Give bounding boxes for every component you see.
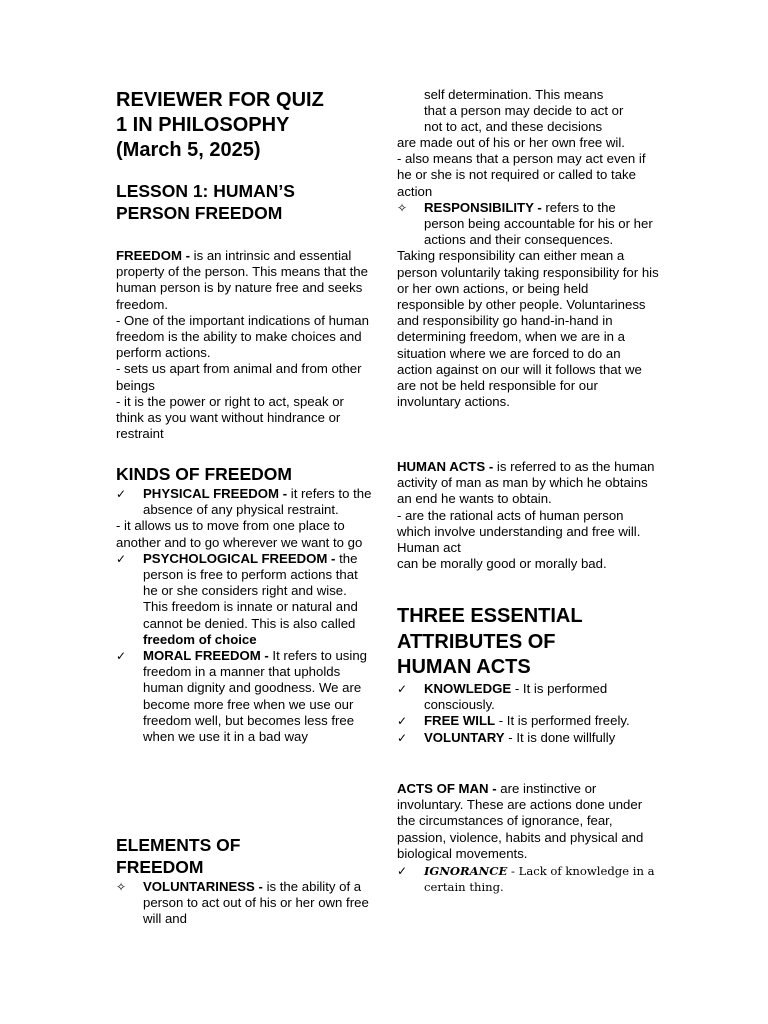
document-title: REVIEWER FOR QUIZ 1 IN PHILOSOPHY (March 5, 2025) xyxy=(116,89,324,161)
checkmark-icon: ✓ xyxy=(116,649,127,664)
freedom-note: - sets us apart from animal and from other beings xyxy=(116,361,362,393)
checkmark-icon: ✓ xyxy=(397,682,408,696)
checkmark-icon: ✓ xyxy=(116,551,127,566)
voluntariness-note: - also means that a person may act even if he or she is not required or called to take action xyxy=(397,151,646,199)
kinds-list xyxy=(116,486,372,745)
list-item: ✓ IGNORANCE - Lack of knowledge in a certain thing. xyxy=(397,864,655,895)
voluntariness-continued: self determination. This means that a person may decide to act or not to act, and these decisions xyxy=(424,87,624,135)
list-item: ✓ MORAL FREEDOM - It refers to using freedom in a manner that upholds human dignity and goodness. We are become more free when we use our freedom well, but becomes less free when we use it in a bad way xyxy=(116,648,367,745)
elements-continued: are made out of his or her own free wil. - also means that a person may act even if he or she is not required or called to take action ✧ RESPONSIBILITY - refers to the person being accountable for his or her actions and their consequences. Taking responsibility can either mean a person voluntarily taking responsibility for his or her own actions, or being held responsible by other people. Voluntariness and responsibility go hand-in-hand in determining freedom, when we are in a situation where we are forced to do an action against on our will it follows that we are not be held responsible for our involuntary actions. xyxy=(397,135,659,410)
human-acts-note: - are the rational acts of human person which involve understanding and free will. Human act xyxy=(397,507,641,556)
attributes-heading: THREE ESSENTIAL ATTRIBUTES OF HUMAN ACTS xyxy=(397,605,583,678)
acts-of-man-definition: ACTS OF MAN - are instinctive or involuntary. These are actions done under the circumstances of ignorance, fear, passion, violence, habits and physical and biological movements. xyxy=(397,781,644,861)
human-acts-note: can be morally good or morally bad. xyxy=(397,556,607,572)
list-item: ✓ PSYCHOLOGICAL FREEDOM - the person is free to perform actions that he or she considers right and wise. This freedom is innate or natural and cannot be denied. This is also called freedom of choice xyxy=(116,550,358,647)
checkmark-icon: ✓ xyxy=(397,864,408,879)
diamond-star-icon: ✧ xyxy=(116,880,127,894)
human-acts-section xyxy=(397,459,659,572)
list-item: ✧ RESPONSIBILITY - refers to the person being accountable for his or her actions and their consequences. xyxy=(397,199,653,248)
elements-list xyxy=(116,879,372,928)
acts-of-man-section xyxy=(397,781,659,895)
list-item: ✓ KNOWLEDGE - It is performed consciously. xyxy=(397,681,608,713)
checkmark-icon: ✓ xyxy=(116,487,127,501)
attributes-list xyxy=(397,681,659,746)
list-item: ✓ PHYSICAL FREEDOM - it refers to the absence of any physical restraint. xyxy=(116,486,372,518)
freedom-note: - One of the important indications of human freedom is the ability to make choices and perform actions. xyxy=(116,312,369,361)
freedom-note: - it is the power or right to act, speak or think as you want without hindrance or restraint xyxy=(116,393,344,442)
freedom-definition: FREEDOM - is an intrinsic and essential property of the person. This means that the human person is by nature free and seeks freedom. xyxy=(116,248,368,312)
diamond-star-icon: ✧ xyxy=(397,200,408,215)
physical-note: - it allows us to move from one place to another and to go wherever we want to go xyxy=(116,518,363,550)
list-item: ✓ VOLUNTARY - It is done willfully xyxy=(397,729,616,745)
freedom-section xyxy=(116,248,372,442)
responsibility-note: Taking responsibility can either mean a person voluntarily taking responsibility for his or her own actions, or being held responsible by other people. Voluntariness and responsibility go hand-in-hand in determining freedom, when we are in a situation where we are forced to do an action against on our will it follows that we are not be held responsible for our involuntary actions. xyxy=(397,248,659,410)
human-acts-definition: HUMAN ACTS - is referred to as the human activity of man as man by which he obtains an end he wants to obtain. xyxy=(397,459,655,507)
elements-heading: ELEMENTS OF FREEDOM xyxy=(116,835,241,877)
checkmark-icon: ✓ xyxy=(397,714,408,729)
list-item: ✧ VOLUNTARINESS - is the ability of a person to act out of his or her own free will and xyxy=(116,879,369,927)
checkmark-icon: ✓ xyxy=(397,730,408,745)
kinds-heading: KINDS OF FREEDOM xyxy=(116,464,292,484)
list-item: ✓ FREE WILL - It is performed freely. xyxy=(397,713,630,729)
lesson-heading: LESSON 1: HUMAN’S PERSON FREEDOM xyxy=(116,181,295,223)
